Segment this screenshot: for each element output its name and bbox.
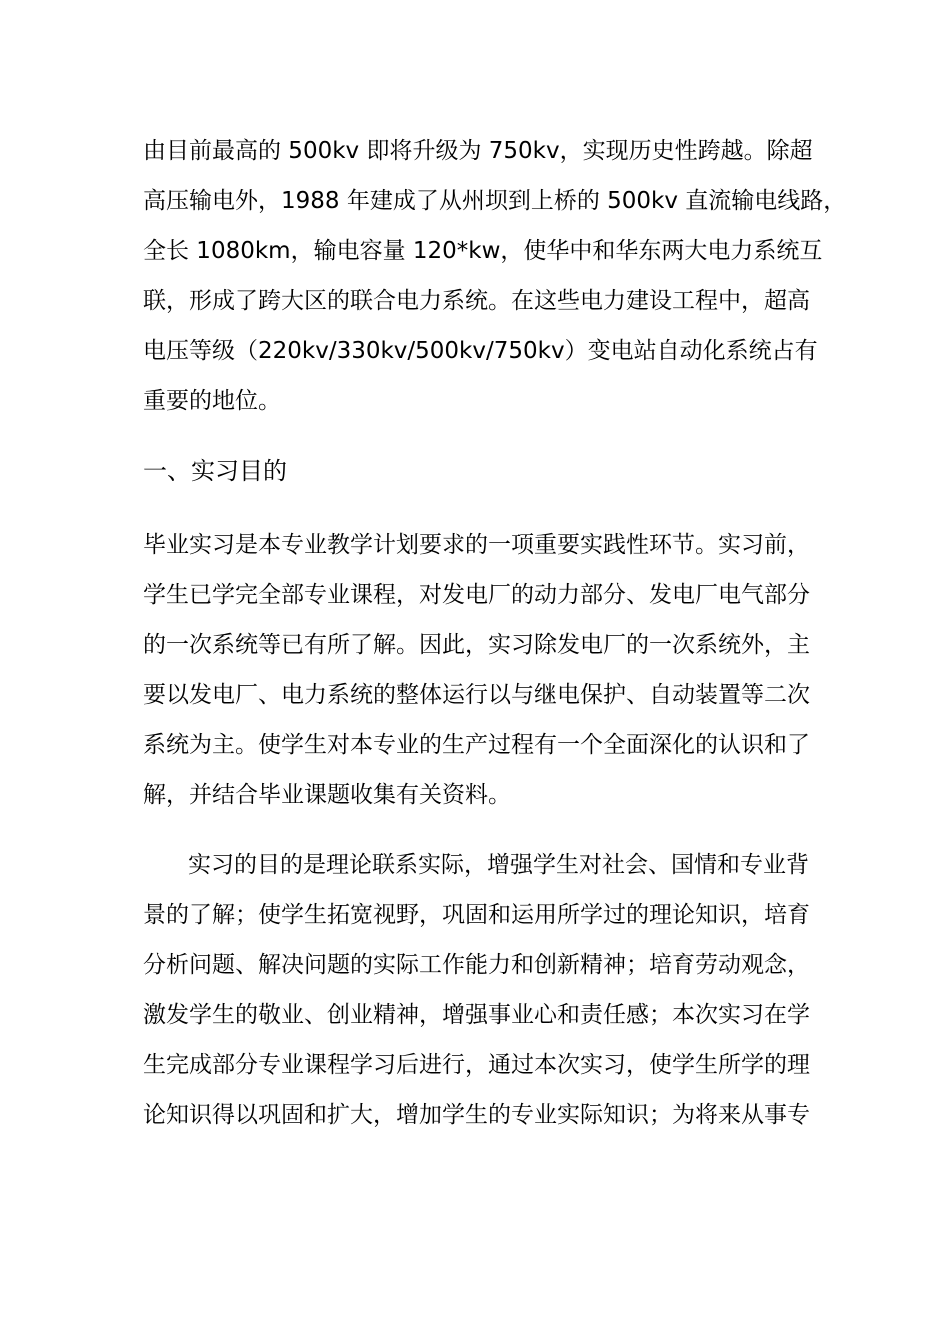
paragraph-3-line-2: 景的了解；使学生拓宽视野，巩固和运用所学过的理论知识，培育 [143, 902, 810, 928]
paragraph-1-line-6: 重要的地位。 [143, 388, 281, 414]
paragraph-2-line-6: 解，并结合毕业课题收集有关资料。 [143, 782, 511, 808]
paragraph-3-line-5: 生完成部分专业课程学习后进行，通过本次实习，使学生所学的理 [143, 1052, 810, 1078]
paragraph-1-line-4: 联，形成了跨大区的联合电力系统。在这些电力建设工程中，超高 [143, 288, 810, 314]
paragraph-2-line-2: 学生已学完全部专业课程，对发电厂的动力部分、发电厂电气部分 [143, 582, 810, 608]
paragraph-2-line-5: 系统为主。使学生对本专业的生产过程有一个全面深化的认识和了 [143, 732, 810, 758]
paragraph-3-line-6: 论知识得以巩固和扩大，增加学生的专业实际知识；为将来从事专 [143, 1102, 810, 1128]
paragraph-1-line-5: 电压等级（220kv/330kv/500kv/750kv）变电站自动化系统占有 [143, 338, 818, 364]
paragraph-1-line-1: 由目前最高的 500kv 即将升级为 750kv，实现历史性跨越。除超 [143, 138, 813, 164]
paragraph-2-line-4: 要以发电厂、电力系统的整体运行以与继电保护、自动装置等二次 [143, 682, 810, 708]
paragraph-2-line-1: 毕业实习是本专业教学计划要求的一项重要实践性环节。实习前， [143, 532, 810, 558]
paragraph-3-line-4: 激发学生的敬业、创业精神，增强事业心和责任感；本次实习在学 [143, 1002, 810, 1028]
paragraph-3-line-1: 实习的目的是理论联系实际，增强学生对社会、国情和专业背 [188, 852, 809, 878]
paragraph-1-line-2: 高压输电外，1988 年建成了从州坝到上桥的 500kv 直流输电线路， [143, 188, 847, 214]
paragraph-1-line-3: 全长 1080km，输电容量 120*kw，使华中和华东两大电力系统互 [143, 238, 823, 264]
section-heading: 一、实习目的 [143, 457, 287, 485]
paragraph-2-line-3: 的一次系统等已有所了解。因此，实习除发电厂的一次系统外，主 [143, 632, 810, 658]
paragraph-3-line-3: 分析问题、解决问题的实际工作能力和创新精神；培育劳动观念， [143, 952, 810, 978]
